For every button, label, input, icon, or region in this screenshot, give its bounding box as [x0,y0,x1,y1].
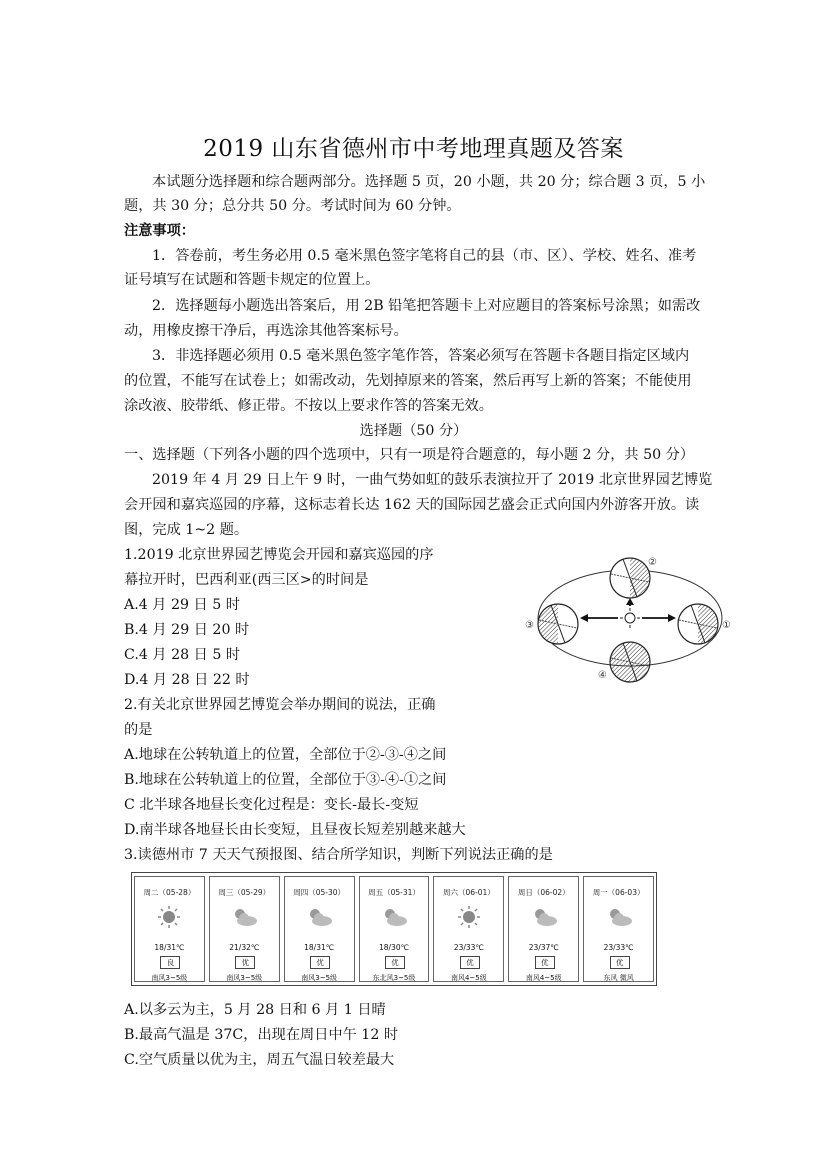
earth-position-3 [538,604,578,644]
weather-temp: 18/31℃ [154,943,185,952]
weather-date: 周四（05-30） [293,888,346,897]
question-3-option: B.最高气温是 37C，出现在周日中午 12 时 [124,1027,399,1043]
weather-day [134,876,205,982]
question-1-stem: 幕拉开时，巴西利亚(西三区>的时间是 [124,572,369,588]
weather-aqi: 优 [235,956,255,969]
question-3-stem: 3.读德州市 7 天天气预报图、结合所学知识，判断下列说法正确的是 [124,847,553,863]
question-2-stem: 的是 [124,722,153,738]
intro-line: 题，共 30 分；总分共 50 分。考试时间为 60 分钟。 [124,198,461,214]
weather-aqi: 良 [160,956,180,969]
weather-temp: 23/33℃ [603,943,634,952]
sun-icon [155,905,183,929]
section-title: 选择题（50 分） [359,423,468,439]
question-2-option: D.南半球各地昼长由长变短，且昼夜长短差别越来越大 [124,822,466,838]
partly-cloudy-icon [230,905,258,929]
weather-wind: 南风4~5级 [450,974,487,982]
weather-temp: 18/31℃ [304,943,335,952]
question-1-option: A.4 月 29 日 5 时 [124,597,240,613]
weather-date: 周二（05-28） [143,888,196,897]
weather-wind: 东北风3~5级 [372,974,416,982]
passage-line: 会开园和嘉宾巡园的序幕，这标志着长达 162 天的国际园艺盛会正式向国内外游客开放。读 [124,497,700,513]
notice-title: 注意事项： [124,223,195,239]
weather-wind: 南风3~5级 [151,974,188,982]
notice-line: 证号填写在试题和答题卡规定的位置上。 [124,272,380,288]
weather-temp: 23/33℃ [453,943,484,952]
weather-date: 周五（05-31） [368,888,420,897]
partly-cloudy-icon [530,905,558,929]
question-2-option: A.地球在公转轨道上的位置，全部位于②-③-④之间 [124,747,447,763]
partly-cloudy-icon [380,905,408,929]
weather-wind: 南风4~5级 [525,974,562,982]
notice-line: 3．非选择题必须用 0.5 毫米黑色签字笔作答，答案必须写在答题卡各题目指定区域内 [152,348,690,364]
weather-day [284,876,355,982]
notice-line: 涂改液、胶带纸、修正带。不按以上要求作答的答案无效。 [124,398,493,414]
earth-position-1 [678,604,718,644]
weather-temp: 18/30℃ [378,943,410,952]
earth-position-2 [610,558,650,598]
weather-aqi: 优 [460,956,480,969]
weather-aqi: 优 [535,956,555,969]
part-title: 一、选择题（下列各小题的四个选项中，只有一项是符合题意的，每小题 2 分，共 50 分） [124,447,695,463]
weather-temp: 23/37℃ [528,943,559,952]
notice-line: 的位置，不能写在试卷上；如需改动，先划掉原来的答案，然后再写上新的答案；不能使用 [124,373,692,389]
question-1-option: D.4 月 28 日 22 时 [124,672,250,688]
passage-line: 图，完成 1~2 题。 [124,522,249,538]
weather-aqi: 优 [610,956,630,969]
question-1-option: B.4 月 29 日 20 时 [124,622,250,638]
weather-day [359,876,430,982]
notice-line: 1．答卷前，考生务必用 0.5 毫米黑色签字笔将自己的县（市、区）、学校、姓名、准考 [152,248,697,264]
question-1-stem: 1.2019 北京世界园艺博览会开园和嘉宾巡园的序 [124,547,434,563]
question-1-option: C.4 月 28 日 5 时 [124,647,241,663]
notice-line: 动，用橡皮擦干净后，再选涂其他答案标号。 [124,323,408,339]
question-2-stem: 2.有关北京世界园艺博览会举办期间的说法，正确 [124,697,436,713]
weather-date: 周三（05-29） [218,888,271,897]
page-title: 2019 山东省德州市中考地理真题及答案 [203,136,624,162]
weather-date: 周日（06-02） [517,888,570,897]
earth-position-4 [610,642,650,682]
label-3: ③ [525,620,534,631]
sun-icon [455,905,483,929]
sun-icon [620,608,640,628]
question-3-option: A.以多云为主，5 月 28 日和 6 月 1 日晴 [124,1002,386,1018]
weather-day [209,876,280,982]
label-4: ④ [598,670,607,681]
label-1: ① [722,620,731,631]
question-2-option: C 北半球各地昼长变化过程是：变长-最长-变短 [124,797,419,813]
partly-cloudy-icon [305,905,333,929]
weather-day [583,876,654,982]
weather-temp: 21/32℃ [229,943,260,952]
passage-line: 2019 年 4 月 29 日上午 9 时，一曲气势如虹的鼓乐表演拉开了 2019 北京世界园艺博览 [152,472,713,488]
weather-aqi: 优 [310,956,330,969]
weather-date: 周一（06-03） [592,888,645,897]
partly-cloudy-icon [605,905,633,929]
weather-wind: 南风3~5级 [226,974,263,982]
weather-day [433,876,504,982]
weather-forecast [131,872,657,986]
question-3-option: C.空气质量以优为主，周五气温日较差最大 [124,1052,395,1068]
earth-orbit-diagram [520,548,752,690]
notice-line: 2．选择题每小题选出答案后，用 2B 铅笔把答题卡上对应题目的答案标号涂黑；如需改 [152,298,701,314]
weather-wind: 南风3~5级 [301,974,338,982]
weather-wind: 东风 微风 [603,974,634,982]
intro-line: 本试题分选择题和综合题两部分。选择题 5 页，20 小题，共 20 分；综合题 3 页，5 小 [152,174,706,190]
weather-day [508,876,579,982]
question-2-option: B.地球在公转轨道上的位置，全部位于③-④-①之间 [124,772,447,788]
weather-date: 周六（06-01） [442,888,495,897]
label-2: ② [648,557,657,568]
weather-aqi: 优 [385,956,405,969]
